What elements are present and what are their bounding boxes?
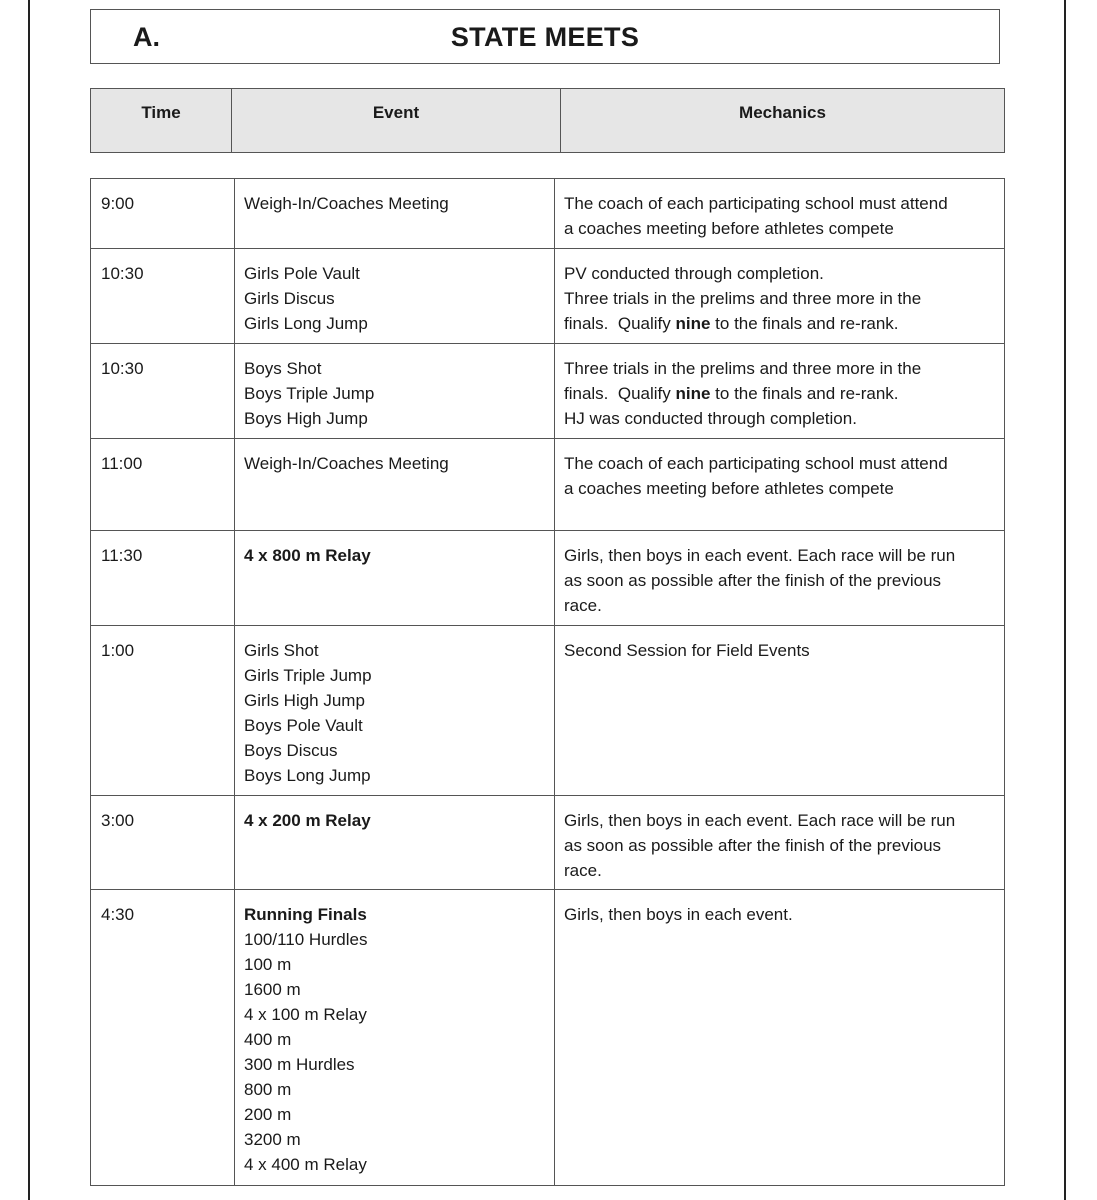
event-item: Boys High Jump [244,409,368,428]
time-cell: 3:00 [91,796,235,890]
mechanics-qualify-line [564,311,996,336]
mechanics-line: The coach of each participating school must attend [564,194,948,213]
time-cell: 11:30 [91,531,235,626]
event-item: Girls Triple Jump [244,666,372,685]
event-cell [235,531,555,626]
event-item: 4 x 400 m Relay [244,1155,367,1174]
section-title-box [90,9,1000,64]
header-time: Time [91,89,232,153]
time-cell: 1:00 [91,626,235,796]
event-cell [235,890,555,1186]
event-item: 100/110 Hurdles [244,930,368,949]
event-item: 3200 m [244,1130,301,1149]
mechanics-line: HJ was conducted through completion. [564,409,857,428]
event-item: 800 m [244,1080,292,1099]
mechanics-line: as soon as possible after the finish of the previous [564,836,942,855]
table-row [91,179,1005,249]
event-item: Girls High Jump [244,691,365,710]
header-row [91,89,1005,153]
event-item: Boys Triple Jump [244,384,375,403]
mechanics-line: Girls, then boys in each event. Each race will be run [564,546,956,565]
time-cell: 9:00 [91,179,235,249]
time-cell: 11:00 [91,439,235,531]
mechanics-line: PV conducted through completion. [564,264,824,283]
event-item: 400 m [244,1030,292,1049]
table-row [91,249,1005,344]
mechanics-line: a coaches meeting before athletes compete [564,219,894,238]
qualify-text-pre: finals. Qualify [564,384,676,403]
event-cell [235,626,555,796]
time-cell: 4:30 [91,890,235,1186]
mechanics-line: Second Session for Field Events [564,641,810,660]
mechanics-cell [555,890,1005,1186]
mechanics-line: Three trials in the prelims and three more in the [564,359,922,378]
event-item: Boys Discus [244,741,338,760]
event-cell [235,344,555,439]
mechanics-cell [555,626,1005,796]
mechanics-cell [555,179,1005,249]
event-cell [235,249,555,344]
event-item: 100 m [244,955,292,974]
mechanics-qualify-line [564,381,996,406]
event-item: Girls Shot [244,641,319,660]
qualify-text-pre: finals. Qualify [564,314,676,333]
event-item: Weigh-In/Coaches Meeting [244,454,449,473]
event-item: Girls Discus [244,289,335,308]
event-item: 4 x 100 m Relay [244,1005,367,1024]
mechanics-cell [555,439,1005,531]
event-item: 1600 m [244,980,301,999]
table-row [91,626,1005,796]
mechanics-line: Girls, then boys in each event. Each race will be run [564,811,956,830]
time-cell: 10:30 [91,249,235,344]
mechanics-line: Three trials in the prelims and three more in the [564,289,922,308]
mechanics-line: Girls, then boys in each event. [564,905,793,924]
mechanics-cell [555,249,1005,344]
qualify-text-post: to the finals and re-rank. [710,314,899,333]
mechanics-line: race. [564,596,602,615]
mechanics-line: a coaches meeting before athletes compete [564,479,894,498]
event-item: Girls Pole Vault [244,264,360,283]
table-row [91,890,1005,1186]
table-row [91,439,1005,531]
schedule-table [90,178,1005,1186]
event-cell [235,439,555,531]
event-item: 300 m Hurdles [244,1055,355,1074]
event-item: Boys Pole Vault [244,716,363,735]
event-item: 4 x 200 m Relay [244,811,371,830]
event-cell [235,179,555,249]
section-letter: A. [133,22,160,52]
qualify-count: nine [675,314,711,333]
event-item: 4 x 800 m Relay [244,546,371,565]
page-border-right [1064,0,1066,1200]
table-row [91,344,1005,439]
event-item: Boys Long Jump [244,766,371,785]
mechanics-line: as soon as possible after the finish of the previous [564,571,942,590]
mechanics-cell [555,531,1005,626]
event-item: Running Finals [244,905,367,924]
table-row [91,796,1005,890]
page-border-left [28,0,30,1200]
header-event: Event [232,89,561,153]
mechanics-line: race. [564,861,602,880]
time-cell: 10:30 [91,344,235,439]
qualify-count: nine [675,384,711,403]
page-title: STATE MEETS [450,22,640,52]
qualify-text-post: to the finals and re-rank. [710,384,899,403]
column-header-table [90,88,1005,153]
event-item: Weigh-In/Coaches Meeting [244,194,449,213]
mechanics-line: The coach of each participating school must attend [564,454,948,473]
event-item: Boys Shot [244,359,322,378]
event-item: 200 m [244,1105,292,1124]
table-row [91,531,1005,626]
event-cell [235,796,555,890]
mechanics-cell [555,344,1005,439]
event-item: Girls Long Jump [244,314,368,333]
mechanics-cell [555,796,1005,890]
header-mechanics: Mechanics [561,89,1005,153]
